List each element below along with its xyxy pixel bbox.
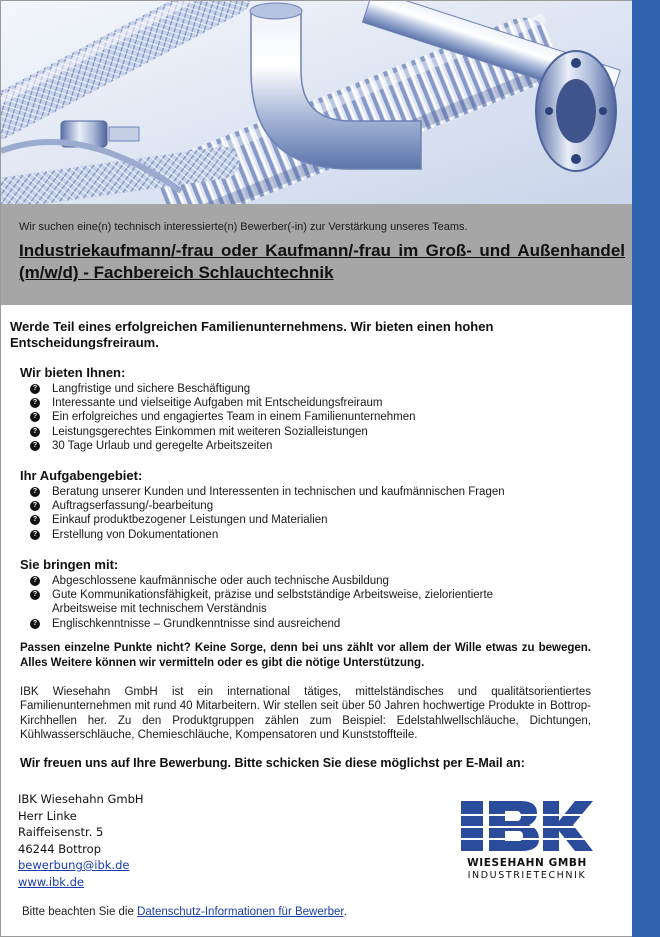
list-item <box>20 439 620 453</box>
requirements-list <box>20 574 620 631</box>
apply-call: Wir freuen uns auf Ihre Bewerbung. Bitte schicken Sie diese möglichst per E-Mail an: <box>20 756 525 770</box>
list-item-text: Abgeschlossene kaufmännische oder auch technische Ausbildung <box>52 575 389 587</box>
list-item <box>20 382 620 396</box>
tasks-heading: Ihr Aufgabengebiet: <box>20 468 143 483</box>
bullet-icon: ? <box>30 576 40 586</box>
list-item <box>20 485 620 499</box>
offers-list <box>20 382 620 453</box>
bullet-icon: ? <box>30 384 40 394</box>
list-item <box>20 574 620 588</box>
address-contact: Herr Linke <box>18 808 77 823</box>
header-band <box>1 204 632 305</box>
website-link[interactable]: www.ibk.de <box>18 874 85 889</box>
list-item-text: Interessante und vielseitige Aufgaben mit Entscheidungsfreiraum <box>52 397 383 410</box>
list-item-text: Leistungsgerechtes Einkommen mit weiteren Sozialleistungen <box>52 425 368 438</box>
bullet-icon: ? <box>30 487 40 497</box>
ibk-logo-mark-icon <box>459 799 595 853</box>
list-item-text: Langfristige und sichere Beschäftigung <box>52 383 251 395</box>
bullet-icon: ? <box>30 427 40 437</box>
tasks-list <box>20 485 620 542</box>
list-item <box>20 396 620 410</box>
hero-image <box>1 1 632 204</box>
list-item-text: Auftragserfassung/-bearbeitung <box>52 500 214 513</box>
privacy-prefix: Bitte beachten Sie die <box>22 906 138 918</box>
list-item <box>20 513 620 527</box>
lead-text: Werde Teil eines erfolgreichen Familienunternehmens. Wir bieten einen hohen Entscheidungsfreiraum. <box>10 319 494 350</box>
list-item <box>20 617 620 631</box>
bullet-icon: ? <box>30 412 40 422</box>
email-link[interactable]: bewerbung@ibk.de <box>18 858 130 872</box>
accent-side-bar <box>632 0 660 937</box>
list-item-text: 30 Tage Urlaub und geregelte Arbeitszeiten <box>52 439 273 452</box>
list-item-text: Englischkenntnisse – Grundkenntnisse sind ausreichend <box>52 617 341 630</box>
bullet-icon: ? <box>30 515 40 525</box>
offers-section <box>20 365 620 453</box>
list-item-text: Ein erfolgreiches und engagiertes Team in einem Familienunternehmen <box>52 411 416 424</box>
requirements-heading: Sie bringen mit: <box>20 557 119 572</box>
bullet-icon: ? <box>30 619 40 629</box>
list-item <box>20 499 620 513</box>
privacy-link[interactable]: Datenschutz-Informationen für Bewerber <box>137 906 344 918</box>
list-item <box>20 410 620 424</box>
list-item <box>20 588 620 616</box>
privacy-note <box>22 906 347 918</box>
list-item <box>20 425 620 439</box>
list-item <box>20 528 620 542</box>
address-company: IBK Wiesehahn GmbH <box>18 792 144 806</box>
motivation-text: Passen einzelne Punkte nicht? Keine Sorge, denn bei uns zählt vor allem der Wille etwas zu bewegen. Alles Weitere können wir vermitteln oder es gibt die nötige Unterstützung. <box>20 642 591 669</box>
bullet-icon: ? <box>30 398 40 408</box>
requirements-section <box>20 557 620 631</box>
intro-line: Wir suchen eine(n) technisch interessierte(n) Bewerber(-in) zur Verstärkung unseres Teams. <box>19 221 468 233</box>
bullet-icon: ? <box>30 501 40 511</box>
bullet-icon: ? <box>30 530 40 540</box>
bullet-icon: ? <box>30 590 40 600</box>
address-street: Raiffeisenstr. 5 <box>18 825 104 839</box>
logo-subtitle: INDUSTRIETECHNIK <box>467 870 587 881</box>
bullet-icon: ? <box>30 441 40 451</box>
list-item-text: Beratung unserer Kunden und Interessenten in technischen und kaufmännischen Fragen <box>52 486 505 498</box>
list-item-text: Erstellung von Dokumentationen <box>52 528 219 541</box>
address-city: 46244 Bottrop <box>18 841 101 856</box>
contact-address <box>18 791 144 890</box>
privacy-suffix: . <box>343 906 347 918</box>
list-item-text: Einkauf produktbezogener Leistungen und Materialien <box>52 514 328 527</box>
job-title: Industriekaufmann/-frau oder Kaufmann/-frau im Groß- und Außenhandel (m/w/d) - Fachbereich Schlauchtechnik <box>19 241 625 282</box>
list-item-text: Gute Kommunikationsfähigkeit, präzise und selbstständige Arbeitsweise, zielorientierte Arbeitsweise mit technischem Verständnis <box>52 589 494 616</box>
company-logo <box>459 799 595 881</box>
company-about: IBK Wiesehahn GmbH ist ein international tätiges, mittelständisches und qualitätsorientiertes Familienunternehmen mit rund 40 Mitarbeitern. Wir stellen seit über 50 Jahren hochwertige Produkte in Bottrop-Kirchhellen her. Zu den Produktgruppen zählen zum Beispiel: Edelstahlwellschläuche, Dichtungen, Kühlwasserschläuche, Chemieschläuche, Kompensatoren und Kunststoffteile. <box>20 686 591 741</box>
tasks-section <box>20 468 620 542</box>
logo-name: WIESEHAHN GMBH <box>467 857 587 869</box>
offers-heading: Wir bieten Ihnen: <box>20 365 126 380</box>
